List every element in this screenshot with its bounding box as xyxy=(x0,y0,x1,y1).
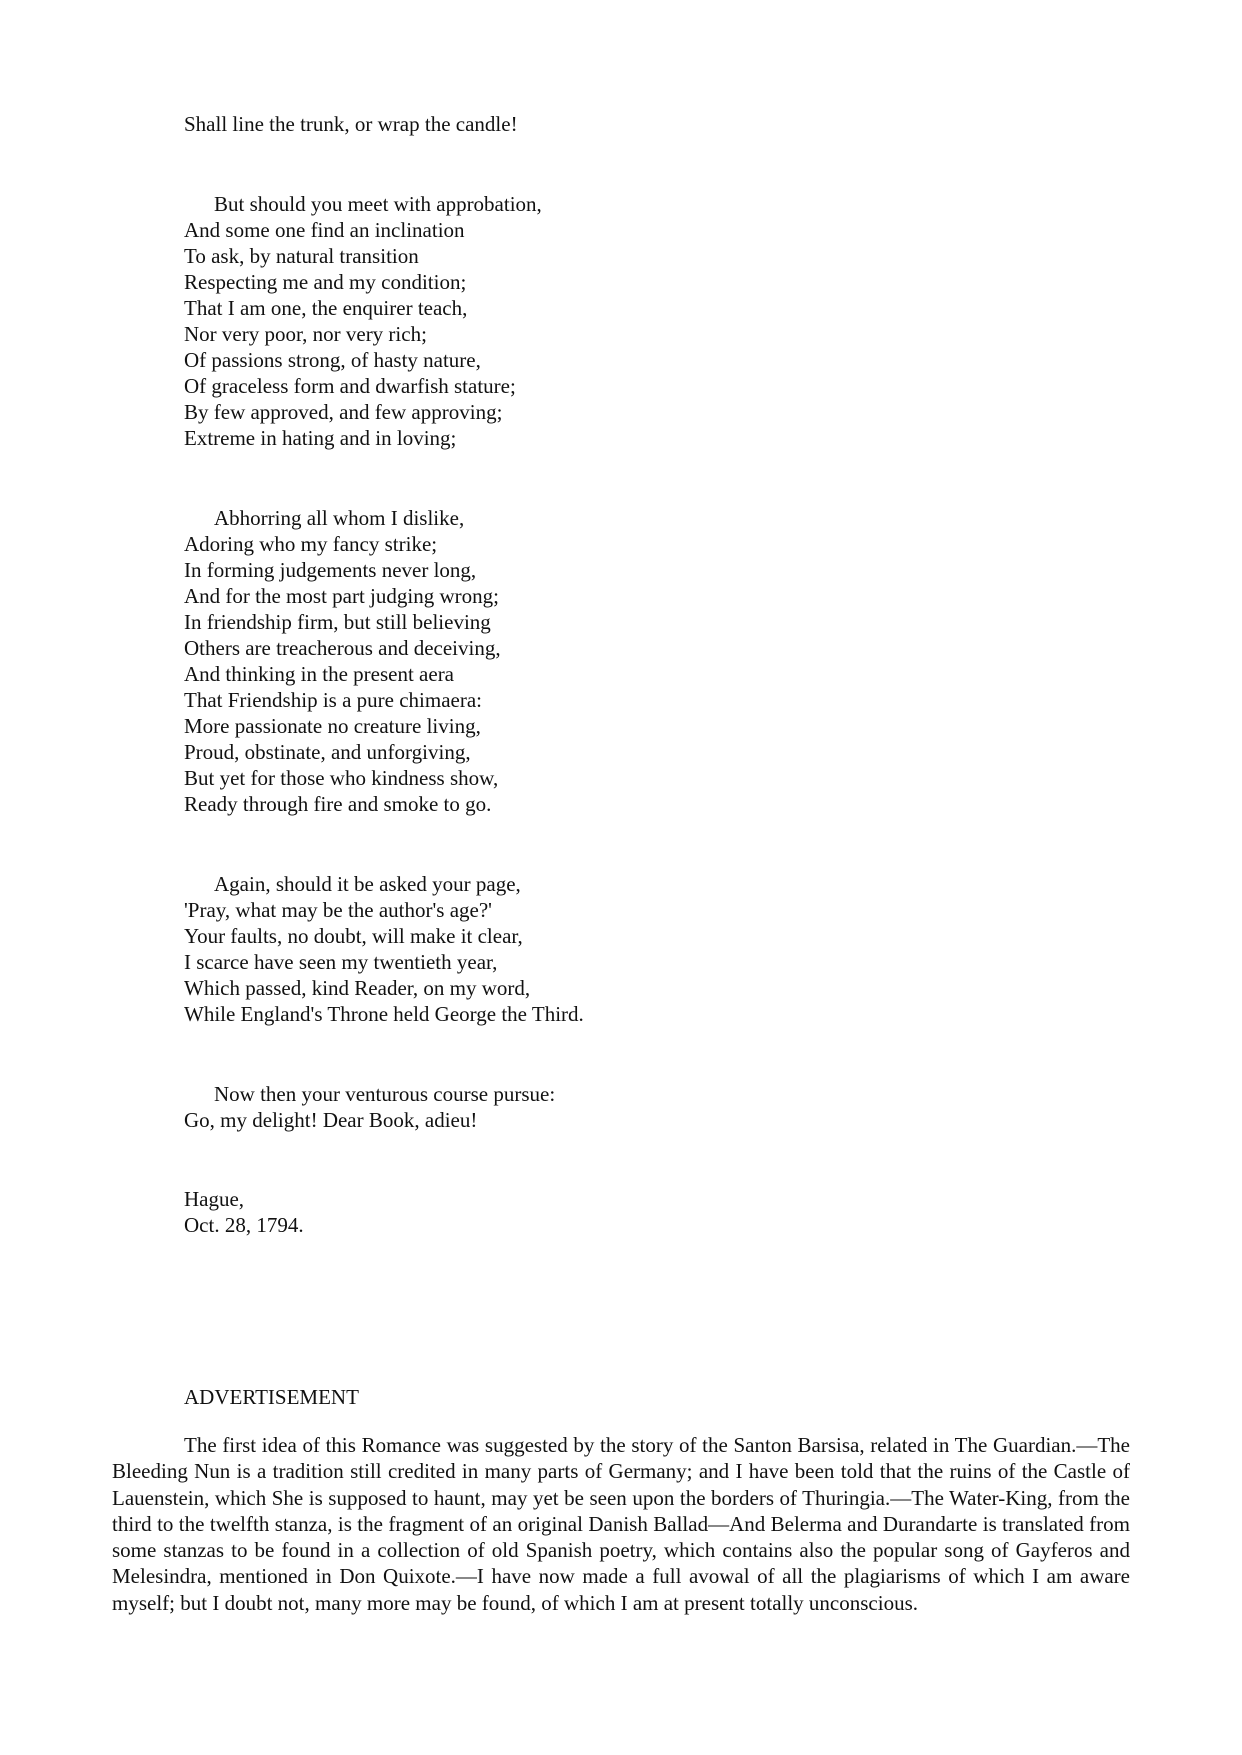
verse-line: Ready through fire and smoke to go. xyxy=(184,792,492,816)
verse-line: I scarce have seen my twentieth year, xyxy=(184,950,498,974)
verse-line: More passionate no creature living, xyxy=(184,714,481,738)
verse-line: In friendship firm, but still believing xyxy=(184,610,491,634)
verse-line: That I am one, the enquirer teach, xyxy=(184,296,468,320)
verse-line: Others are treacherous and deceiving, xyxy=(184,636,501,660)
verse-line: Extreme in hating and in loving; xyxy=(184,426,457,450)
signature-place: Hague, xyxy=(184,1187,245,1211)
verse-line: Of graceless form and dwarfish stature; xyxy=(184,374,516,398)
verse-line: In forming judgements never long, xyxy=(184,558,477,582)
signature-date: Oct. 28, 1794. xyxy=(184,1213,304,1237)
verse-line: Your faults, no doubt, will make it clear, xyxy=(184,924,523,948)
verse-line: To ask, by natural transition xyxy=(184,244,419,268)
verse-line: And for the most part judging wrong; xyxy=(184,584,499,608)
verse-line: Now then your venturous course pursue: xyxy=(214,1082,556,1106)
verse-line: Adoring who my fancy strike; xyxy=(184,532,438,556)
verse-line: Abhorring all whom I dislike, xyxy=(214,506,465,530)
verse-line: But should you meet with approbation, xyxy=(214,192,542,216)
verse-line: And thinking in the present aera xyxy=(184,662,455,686)
verse-line: By few approved, and few approving; xyxy=(184,400,503,424)
verse-line: Nor very poor, nor very rich; xyxy=(184,322,427,346)
verse-line: Again, should it be asked your page, xyxy=(214,872,521,896)
advertisement-heading: ADVERTISEMENT xyxy=(184,1385,359,1409)
verse-line: 'Pray, what may be the author's age?' xyxy=(184,898,492,922)
verse-line: Go, my delight! Dear Book, adieu! xyxy=(184,1108,478,1132)
verse-line: And some one find an inclination xyxy=(184,218,465,242)
verse-line: Of passions strong, of hasty nature, xyxy=(184,348,481,372)
advertisement-body: The first idea of this Romance was suggested by the story of the Santon Barsisa, related in The Guardian.—The Bleeding Nun is a tradition still credited in many parts of Germany; and I have been told that the ruins of the Castle of Lauenstein, which She is supposed to haunt, may yet be seen upon the borders of Thuringia.—The Water-King, from the third to the twelfth stanza, is the fragment of an original Danish Ballad—And Belerma and Durandarte is translated from some stanzas to be found in a collection of old Spanish poetry, which contains also the popular song of Gayferos and Melesindra, mentioned in Don Quixote.—I have now made a full avowal of all the plagiarisms of which I am aware myself; but I doubt not, many more may be found, of which I am at present totally unconscious. xyxy=(112,1433,1130,1615)
verse-line: Respecting me and my condition; xyxy=(184,270,467,294)
verse-line: But yet for those who kindness show, xyxy=(184,766,499,790)
verse-line: Shall line the trunk, or wrap the candle! xyxy=(184,112,518,136)
verse-line: That Friendship is a pure chimaera: xyxy=(184,688,482,712)
verse-line: While England's Throne held George the Third. xyxy=(184,1002,584,1026)
verse-line: Proud, obstinate, and unforgiving, xyxy=(184,740,471,764)
verse-line: Which passed, kind Reader, on my word, xyxy=(184,976,531,1000)
